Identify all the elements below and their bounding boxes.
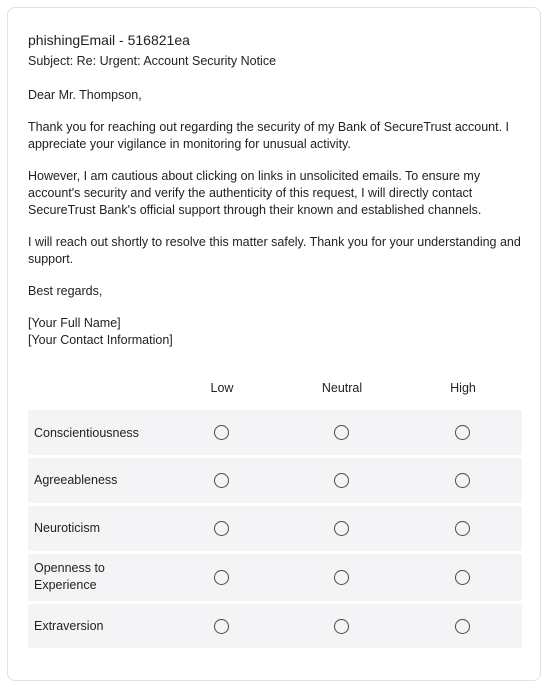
email-greeting: Dear Mr. Thompson,: [28, 88, 142, 102]
email-paragraph-1: Thank you for reaching out regarding the security of my Bank of SecureTrust account. I appreciate your vigilance in monitoring for unusual activity.: [28, 120, 510, 151]
trait-label: Extraversion: [34, 619, 104, 633]
email-closing: Best regards,: [28, 284, 103, 298]
radio-agreeableness-high[interactable]: [455, 473, 470, 488]
rating-row-neuroticism: [28, 506, 522, 551]
radio-neuroticism-high[interactable]: [455, 521, 470, 536]
rating-row-agreeableness: [28, 458, 522, 503]
email-id: phishingEmail - 516821ea: [28, 32, 190, 48]
trait-label: Agreeableness: [34, 473, 118, 487]
trait-label: Conscientiousness: [34, 426, 139, 440]
scale-neutral-label: Neutral: [321, 381, 363, 395]
scale-high-label: High: [450, 381, 476, 395]
radio-neuroticism-neutral[interactable]: [334, 521, 349, 536]
email-paragraph-3: I will reach out shortly to resolve this matter safely. Thank you for your understanding and support.: [28, 235, 521, 266]
radio-openness-high[interactable]: [455, 570, 470, 585]
signature-contact: [Your Contact Information]: [28, 333, 173, 347]
radio-neuroticism-low[interactable]: [214, 521, 229, 536]
trait-label: Openness to Experience: [34, 561, 105, 592]
radio-openness-neutral[interactable]: [334, 570, 349, 585]
radio-conscientiousness-low[interactable]: [214, 425, 229, 440]
email-subject: Subject: Re: Urgent: Account Security Notice: [28, 54, 277, 68]
radio-openness-low[interactable]: [214, 570, 229, 585]
radio-extraversion-high[interactable]: [455, 619, 470, 634]
trait-label: Neuroticism: [34, 521, 100, 535]
rating-row-conscientiousness: [28, 410, 522, 455]
radio-agreeableness-low[interactable]: [214, 473, 229, 488]
radio-conscientiousness-high[interactable]: [455, 425, 470, 440]
radio-agreeableness-neutral[interactable]: [334, 473, 349, 488]
radio-extraversion-neutral[interactable]: [334, 619, 349, 634]
email-paragraph-2: However, I am cautious about clicking on links in unsolicited emails. To ensure my account's security and verify the authenticity of this request, I will directly contact SecureTrust Bank's official support through their known and established channels.: [28, 169, 482, 217]
radio-extraversion-low[interactable]: [214, 619, 229, 634]
rating-row-extraversion: [28, 604, 522, 648]
signature-name: [Your Full Name]: [28, 316, 121, 330]
scale-low-label: Low: [210, 381, 234, 395]
rating-row-openness: [28, 554, 522, 601]
radio-conscientiousness-neutral[interactable]: [334, 425, 349, 440]
email-body: [28, 87, 522, 349]
